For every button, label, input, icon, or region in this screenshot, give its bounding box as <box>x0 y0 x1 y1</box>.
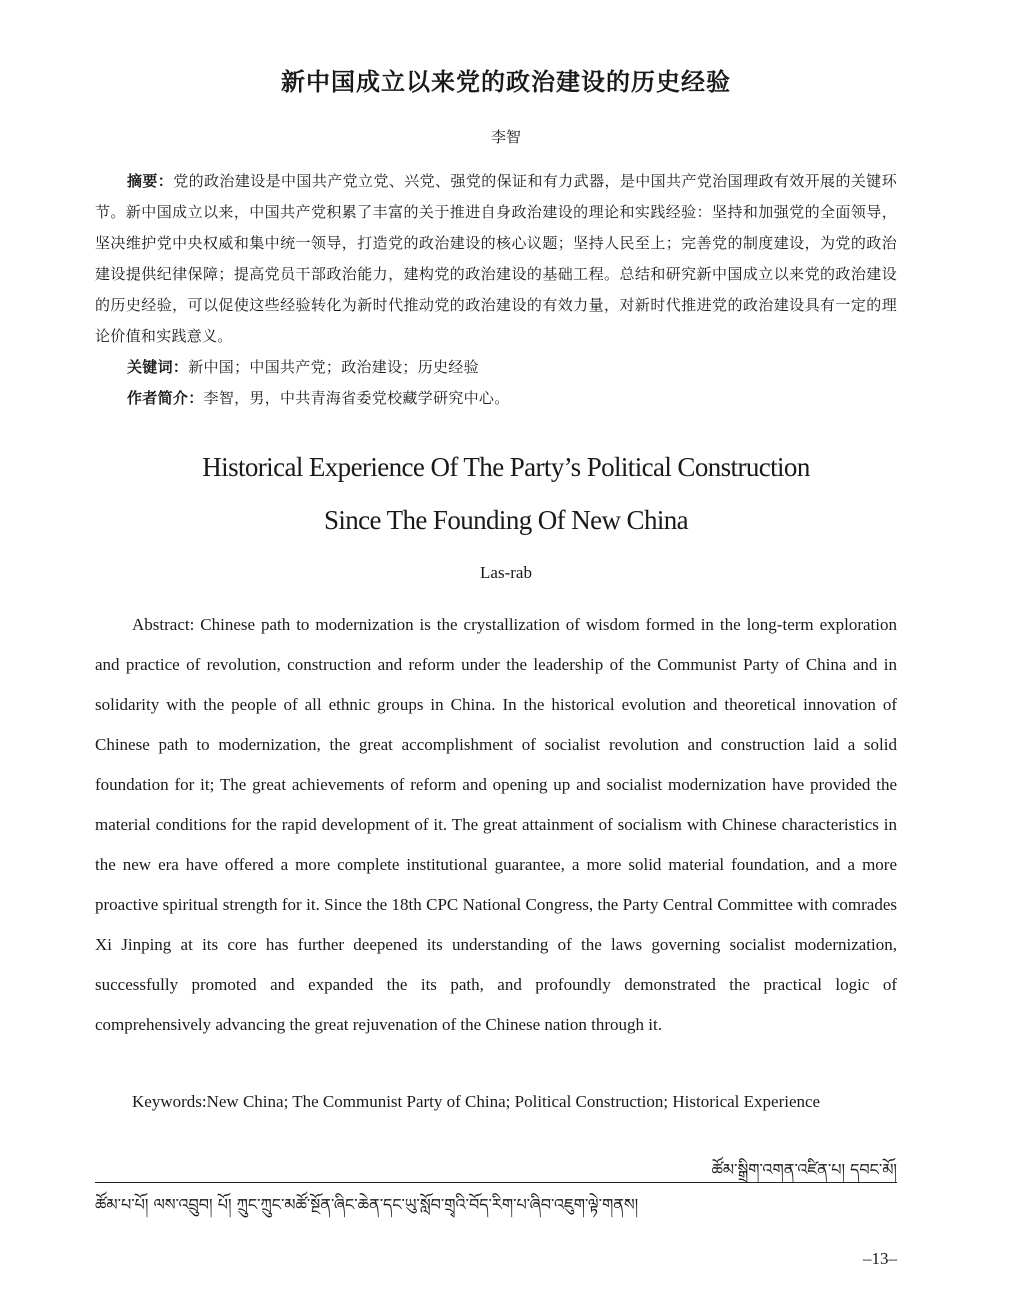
chinese-title: 新中国成立以来党的政治建设的历史经验 <box>281 68 731 96</box>
english-abstract-label: Abstract: <box>132 615 195 634</box>
chinese-abstract-text: 党的政治建设是中国共产党立党、兴党、强党的保证和有力武器，是中国共产党治国理政有效开展的关键环节。新中国成立以来，中国共产党积累了丰富的关于推进自身政治建设的理论和实践经验：坚持和加强党的全面领导，坚决维护党中央权威和集中统一领导，打造党的政治建设的核心议题；坚持人民至上；完善党的制度建设，为党的政治建设提供纪律保障；提高党员干部政治能力，建构党的政治建设的基础工程。总结和研究新中国成立以来党的政治建设的历史经验，可以促使这些经验转化为新时代推动党的政治建设的有效力量，对新时代推进党的政治建设具有一定的理论价值和实践意义。 <box>95 172 898 345</box>
english-abstract <box>95 605 897 1045</box>
chinese-keywords-text: 新中国；中国共产党；政治建设；历史经验 <box>188 358 479 376</box>
tibetan-editor-line: ཚོམ་སྒྲིག་འགན་འཛིན་པ། དབང་མོ། <box>711 1160 897 1179</box>
chinese-keywords-label: 关键词： <box>127 358 189 376</box>
footer-divider <box>95 1182 897 1183</box>
english-author: Las-rab <box>480 563 532 582</box>
chinese-keywords <box>95 352 897 383</box>
chinese-author-intro-text: 李智，男，中共青海省委党校藏学研究中心。 <box>203 389 510 407</box>
english-keywords-text: New China; The Communist Party of China; Political Construction; Historical Experience <box>206 1092 821 1111</box>
chinese-abstract <box>95 166 897 352</box>
english-abstract-section <box>95 605 897 1045</box>
page-number: –13– <box>863 1249 897 1268</box>
english-keywords <box>95 1085 897 1119</box>
english-title-line-1: Historical Experience Of The Party’s Political Construction <box>202 452 810 482</box>
chinese-abstract-section <box>95 166 897 414</box>
english-keywords-label: Keywords: <box>132 1092 207 1111</box>
chinese-author: 李智 <box>490 128 521 146</box>
chinese-author-intro-label: 作者简介： <box>127 389 204 407</box>
chinese-author-intro <box>95 383 897 414</box>
english-abstract-text: Chinese path to modernization is the crystallization of wisdom formed in the long-term exploration and practice of revolution, construction and reform under the leadership of the Communist Party of China and in solidarity with the people of all ethnic groups in China. In the historical evolution and theoretical innovation of Chinese path to modernization, the great accomplishment of socialist revolution and construction laid a solid foundation for it; The great achievements of reform and opening up and socialist modernization have provided the material conditions for the rapid development of it. The great attainment of socialism with Chinese characteristics in the new era have offered a more complete institutional guarantee, a more solid material foundation, and a more proactive spiritual strength for it. Since the 18th CPC National Congress, the Party Central Committee with comrades Xi Jinping at its core has further deepened its understanding of the laws governing socialist modernization, successfully promoted and expanded the its path, and profoundly demonstrated the practical logic of comprehensively advancing the great rejuvenation of the Chinese nation through it. <box>95 615 897 1034</box>
chinese-abstract-label: 摘要： <box>127 172 174 190</box>
tibetan-author-line: ཚོམ་པ་པོ། ལས་འབྲུབ། པོ། ཀྲུང་ཀྲུང་མཚོ་སྔོན་ཞིང་ཆེན་དང་ཡུ་སློབ་གྲྭའི་བོད་རིག་པ་ཞིབ་འཇུག་ལྟེ་གནས། <box>95 1195 639 1214</box>
english-title-line-2: Since The Founding Of New China <box>323 505 689 535</box>
